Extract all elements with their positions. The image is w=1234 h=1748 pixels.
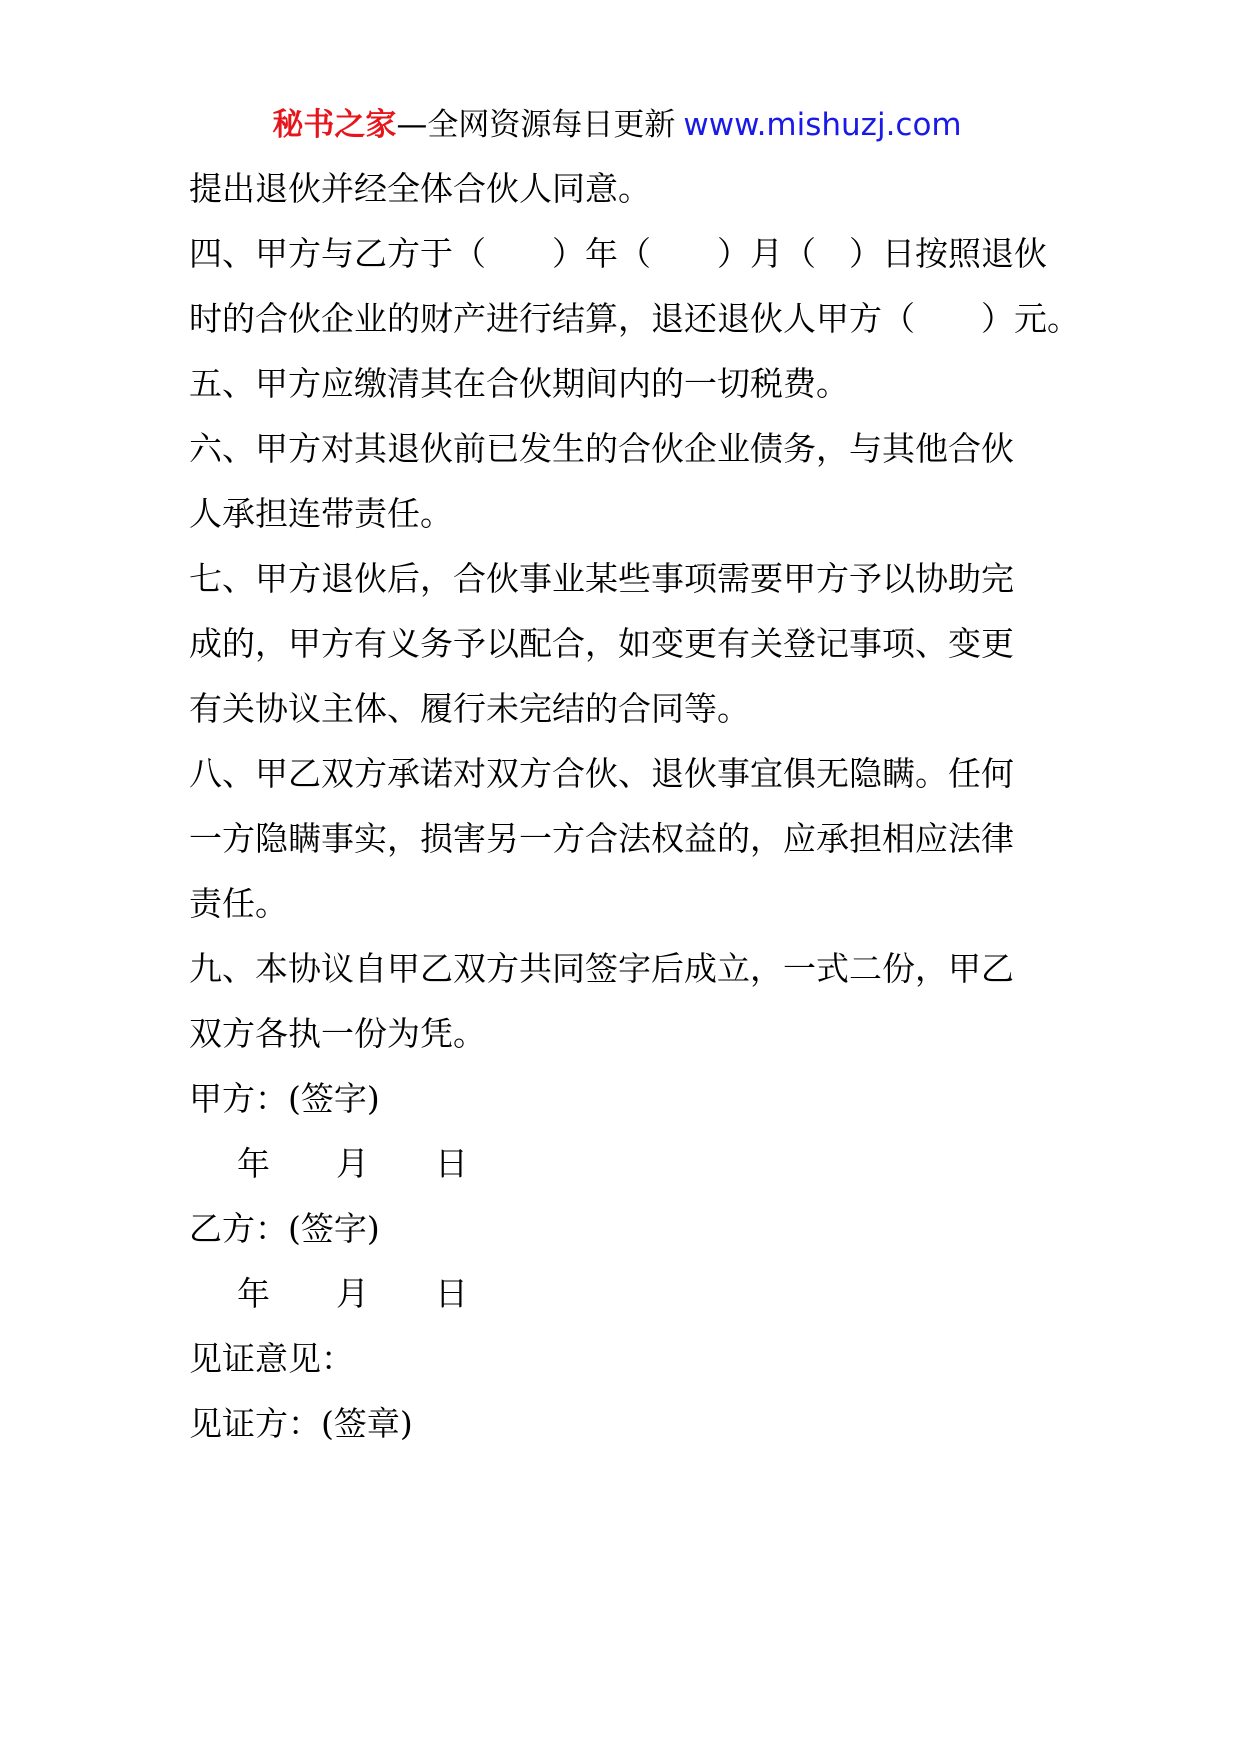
party-b-signature: 乙方：(签字)	[189, 1209, 380, 1248]
clause-5: 五、甲方应缴清其在合伙期间内的一切税费。	[189, 364, 849, 403]
document-body	[189, 156, 1089, 1456]
party-b-date: 年 月 日	[237, 1274, 468, 1313]
clause-8-line-3: 责任。	[189, 884, 288, 923]
clause-7-line-1: 七、甲方退伙后，合伙事业某些事项需要甲方予以协助完	[189, 559, 1014, 598]
clause-4-line-1: 四、甲方与乙方于（ ）年（ ）月（ ）日按照退伙	[189, 234, 1047, 273]
witness-opinion: 见证意见：	[189, 1339, 354, 1378]
clause-6-line-1: 六、甲方对其退伙前已发生的合伙企业债务，与其他合伙	[189, 429, 1014, 468]
site-watermark-header	[0, 98, 1234, 152]
site-slogan: —全网资源每日更新	[396, 107, 676, 143]
clause-6-line-2: 人承担连带责任。	[189, 494, 453, 533]
clause-4-line-2: 时的合伙企业的财产进行结算，退还退伙人甲方（ ）元。	[189, 299, 1080, 338]
witness-seal: 见证方：(签章)	[189, 1404, 413, 1443]
clause-9-line-2: 双方各执一份为凭。	[189, 1014, 486, 1053]
clause-9-line-1: 九、本协议自甲乙双方共同签字后成立，一式二份，甲乙	[189, 949, 1014, 988]
clause-7-line-2: 成的，甲方有义务予以配合，如变更有关登记事项、变更	[189, 624, 1014, 663]
party-a-date: 年 月 日	[237, 1144, 468, 1183]
party-a-signature: 甲方：(签字)	[189, 1079, 380, 1118]
clause-8-line-2: 一方隐瞒事实，损害另一方合法权益的，应承担相应法律	[189, 819, 1014, 858]
clause-7-line-3: 有关协议主体、履行未完结的合同等。	[189, 689, 750, 728]
paragraph-line: 提出退伙并经全体合伙人同意。	[189, 169, 651, 208]
clause-8-line-1: 八、甲乙双方承诺对双方合伙、退伙事宜俱无隐瞒。任何	[189, 754, 1014, 793]
site-url: www.mishuzj.com	[683, 107, 962, 143]
site-brand-name: 秘书之家	[272, 107, 397, 143]
